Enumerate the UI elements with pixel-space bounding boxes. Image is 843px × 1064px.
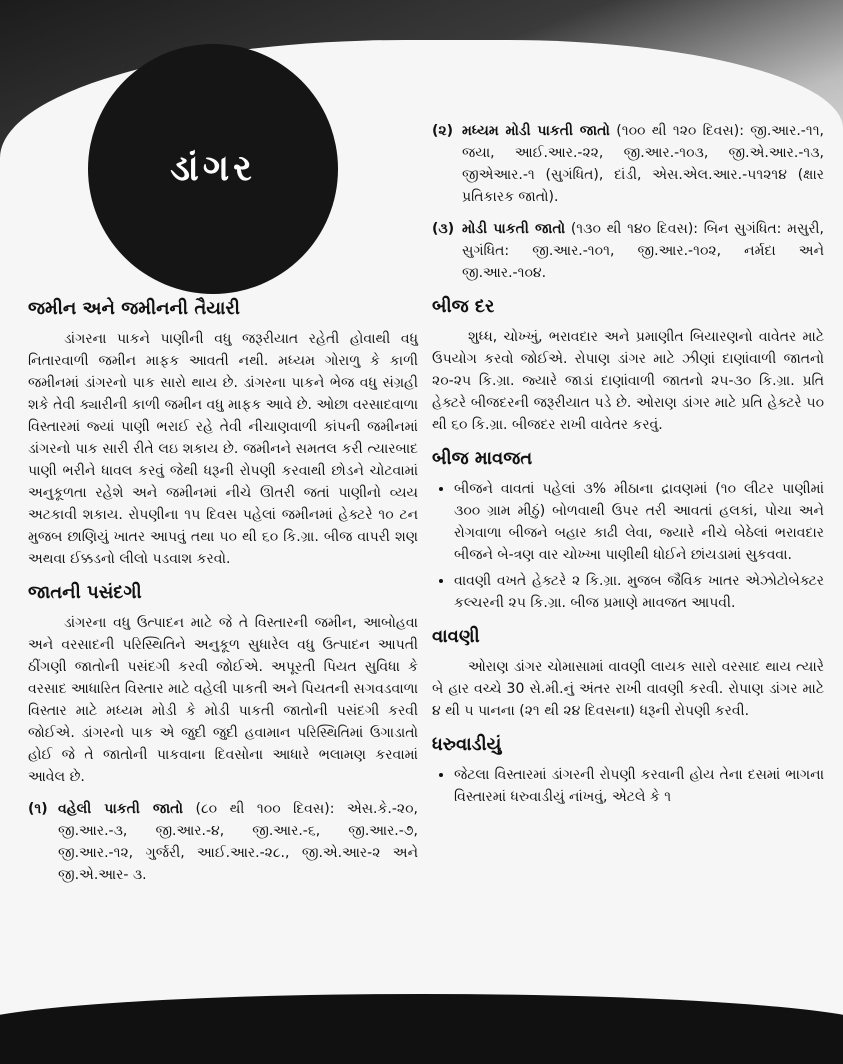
item-text: (૮૦ થી ૧૦૦ દિવસ): એસ.કે.-૨૦, જી.આર.-૩, જી.આર.-૪, જી.આર.-૬, જી.આર.-૭, જી.આર.-૧૨, ગુર્જરી, આઈ.આર.-૨૮., જી.એ.આર-૨ અને જી.એ.આર- ૩. (58, 801, 418, 883)
item-number: (૨) (432, 123, 454, 139)
section-paragraph: ડાંગરના પાકને પાણીની વધુ જરૂરીયાત રહેતી હોવાથી વધુ નિતારવાળી જમીન માફક આવતી નથી. મધ્યમ ગોરાળુ કે કાળી જમીનમાં ડાંગરનો પાક સારો થાય છે. ડાંગરના પાકને ભેજ વધુ સંગ્રહી શકે તેવી ક્યારીની કાળી જમીન વધુ માફક આવે છે. ઓછા વરસાદવાળા વિસ્તારમાં જ્યાં પાણી ભરાઈ રહે તેવી નીચાણવાળી કાંપની જમીનમાં ડાંગરનો પાક સારી રીતે લઇ શકાય છે. જમીનને સમતલ કરી ત્યારબાદ પાણી ભરીને ધાવલ કરવું જેથી ધરૂની રોપણી કરવાથી છોડને ચોટવામાં અનુકૂળતા રહેશે અને જમીનમાં નીચે ઊતરી જતાં પાણીનો વ્યય અટકાવી શકાય. રોપણીના ૧૫ દિવસ પહેલાં જમીનમાં હેક્ટરે ૧૦ ટન મુજબ છાણિયું ખાતર આપવું તથા ૫૦ થી ૬૦ કિ.ગ્રા. બીજ વાપરી શણ અથવા ઈક્કડનો લીલો પડવાશ કરવો. (28, 331, 418, 567)
bullet-item: • બીજને વાવતાં પહેલાં ૩% મીઠાના દ્રાવણમાં (૧૦ લીટર પાણીમાં ૩૦૦ ગ્રામ મીઠું) બોળવાથી ઉપર તરી આવતાં હલકાં, પોચા અને રોગવાળા બીજને બહાર કાઢી લેવા, જ્યારે નીચે બેઠેલાં ભરાવદાર બીજને બે-ત્રણ વાર ચોખ્ખા પાણીથી ધોઈને છાંયડામાં સુકવવા. (454, 478, 824, 566)
section-paragraph: શુધ્ધ, ચોખ્ખું, ભરાવદાર અને પ્રમાણીત બિયારણનો વાવેતર માટે ઉપયોગ કરવો જોઈએ. રોપાણ ડાંગર માટે ઝીણાં દાણાંવાળી જાતનો ૨૦-૨૫ કિ.ગ્રા. જ્યારે જાડાં દાણાંવાળી જાતનો ૨૫-૩૦ કિ.ગ્રા. પ્રતિ હેક્ટરે બીજદરની જરૂરીયાત પડે છે. ઓરાણ ડાંગર માટે પ્રતિ હેક્ટરે ૫૦ થી ૬૦ કિ.ગ્રા. બીજદર રાખી વાવેતર કરવું. (432, 329, 824, 433)
title-circle (88, 44, 338, 294)
section-heading: વાવણી (432, 626, 480, 647)
numbered-item (28, 798, 418, 886)
background-bottom (0, 994, 843, 1064)
section-seed-treatment (432, 446, 824, 614)
item-number: (૩) (432, 221, 455, 237)
item-number: (૧) (28, 801, 48, 817)
item-text: (૧૩૦ થી ૧૪૦ દિવસ): બિન સુગંધિત: મસુરી, સુગંધિત: જી.આર.-૧૦૧, જી.આર.-૧૦૨, નર્મદા અને જી.આર.-૧૦૪. (462, 221, 825, 281)
numbered-item (432, 120, 824, 208)
section-heading: ધરુવાડીયું (432, 734, 502, 755)
numbered-item (432, 218, 824, 284)
section-sowing (432, 624, 824, 722)
section-heading: બીજ દર (432, 296, 495, 317)
bullet-list (432, 478, 824, 614)
section-heading: જમીન અને જમીનની તૈયારી (28, 298, 240, 319)
section-land-preparation (28, 296, 418, 570)
bullet-list (432, 764, 824, 808)
page-title: ડાંગર (170, 148, 256, 189)
left-column (28, 296, 418, 896)
bullet-item: • વાવણી વખતે હેક્ટરે ૨ કિ.ગ્રા. મુજબ જૈવિક ખાતર એઝોટોબેક્ટર કલ્ચરની ૨૫ કિ.ગ્રા. બીજ પ્રમાણે માવજત આપવી. (454, 570, 824, 614)
item-bold: મોડી પાકતી જાતો (462, 221, 566, 237)
section-paragraph: ઓરાણ ડાંગર ચોમાસામાં વાવણી લાયક સારો વરસાદ થાય ત્યારે બે હાર વચ્ચે 30 સે.મી.નું અંતર રાખી વાવણી કરવી. રોપાણ ડાંગર માટે ૪ થી ૫ પાનના (૨૧ થી ૨૪ દિવસના) ધરૂની રોપણી કરવી. (432, 659, 824, 719)
item-bold: મધ્યમ મોડી પાકતી જાતો (462, 123, 610, 139)
section-nursery (432, 732, 824, 808)
item-bold: વહેલી પાકતી જાતો (58, 801, 183, 817)
section-paragraph: ડાંગરના વધુ ઉત્પાદન માટે જે તે વિસ્તારની જમીન, આબોહવા અને વરસાદની પરિસ્થિતિને અનુકૂળ સુધારેલ વધુ ઉત્પાદન આપતી ઠીંગણી જાતોની પસંદગી કરવી જોઈએ. અપૂરતી પિયત સુવિધા કે વરસાદ આધારિત વિસ્તાર માટે વહેલી પાકતી અને પિયતની સગવડવાળા વિસ્તાર માટે મધ્યમ મોડી કે મોડી પાકતી જાતોની પસંદગી કરવી જોઈએ. ડાંગરનો પાક એ જુદી જુદી હવામાન પરિસ્થિતિમાં ઉગાડાતો હોઈ જે તે જાતોની પાકવાના દિવસોના આધારે ભલામણ કરવામાં આવેલ છે. (28, 615, 418, 785)
section-heading: બીજ માવજત (432, 448, 533, 469)
section-variety-selection (28, 580, 418, 886)
right-column (432, 120, 824, 818)
item-text: (૧૦૦ થી ૧૨૦ દિવસ): જી.આર.-૧૧, જયા, આઈ.આર.-૨૨, જી.આર.-૧૦૩, જી.એ.આર.-૧૩, જીએઆર.-૧ (સુગંધિત), દાંડી, એસ.એલ.આર.-૫૧૨૧૪ (ક્ષાર પ્રતિકારક જાતો). (462, 123, 825, 205)
bullet-item: • જેટલા વિસ્તારમાં ડાંગરની રોપણી કરવાની હોય તેના દસમાં ભાગના વિસ્તારમાં ધરુવાડીયું નાંખવું, એટલે કે ૧ (454, 764, 824, 808)
section-seed-rate (432, 294, 824, 436)
section-heading: જાતની પસંદગી (28, 582, 142, 603)
